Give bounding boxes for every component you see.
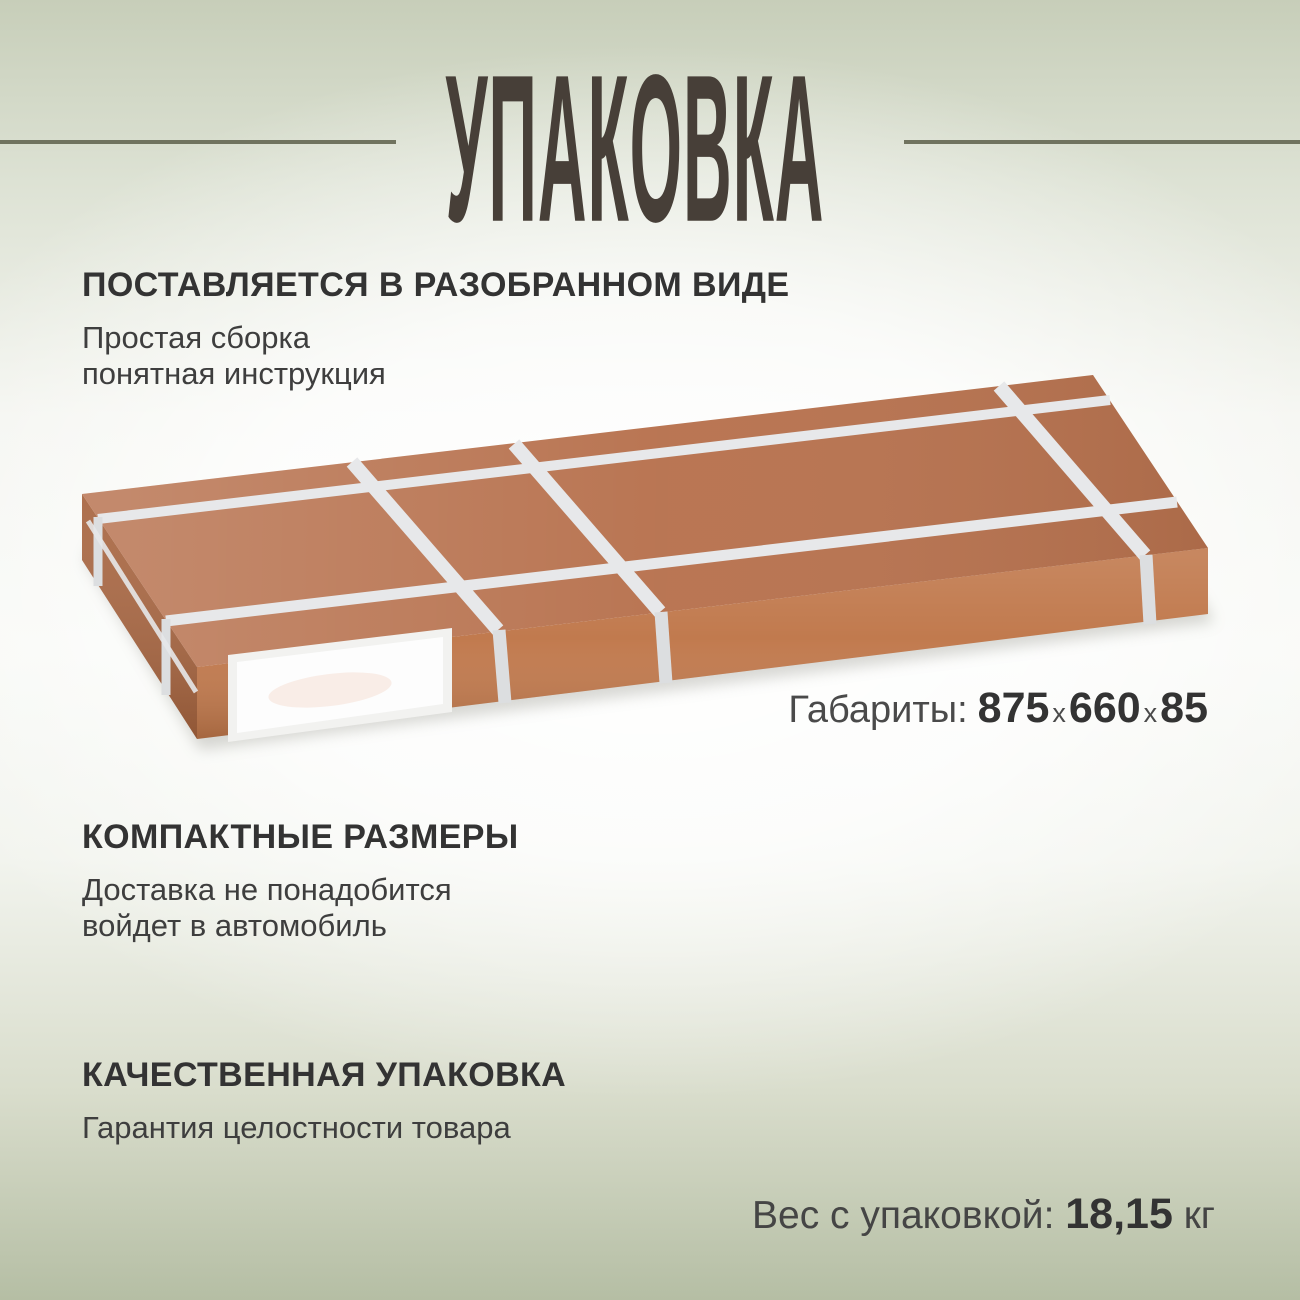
strap-cross-3-front [1146,555,1150,624]
section-body-line: Доставка не понадобится [82,872,452,907]
section-body-line: Гарантия целостности товара [82,1110,511,1145]
dimension-depth: 660 [1068,684,1141,732]
dimension-height: 85 [1160,684,1208,732]
section-heading: КАЧЕСТВЕННАЯ УПАКОВКА [82,1056,567,1094]
section-compact [82,818,519,944]
weight-label: Вес с упаковкой: [752,1194,1055,1237]
strap-cross-1-front [499,630,505,703]
weight-unit: кг [1183,1194,1215,1237]
dimensions-label: Габариты: [788,689,968,731]
section-body [82,1110,566,1146]
section-body [82,872,519,944]
dimension-width: 875 [977,684,1050,732]
weight-line [752,1190,1215,1239]
section-heading: КОМПАКТНЫЕ РАЗМЕРЫ [82,818,519,856]
section-quality [82,1056,566,1146]
page-title-text: УПАКОВКА [445,30,825,266]
strap-cross-2-front [661,612,666,683]
dimension-separator: х [1052,698,1066,728]
dimension-separator: х [1143,698,1158,728]
section-body-line: понятная инструкция [82,356,386,391]
weight-value: 18,15 [1065,1190,1173,1238]
section-body-line: Простая сборка [82,320,310,355]
section-body-line: войдет в автомобиль [82,908,387,943]
section-heading: ПОСТАВЛЯЕТСЯ В РАЗОБРАННОМ ВИДЕ [82,266,790,304]
dimensions-line [788,684,1208,733]
